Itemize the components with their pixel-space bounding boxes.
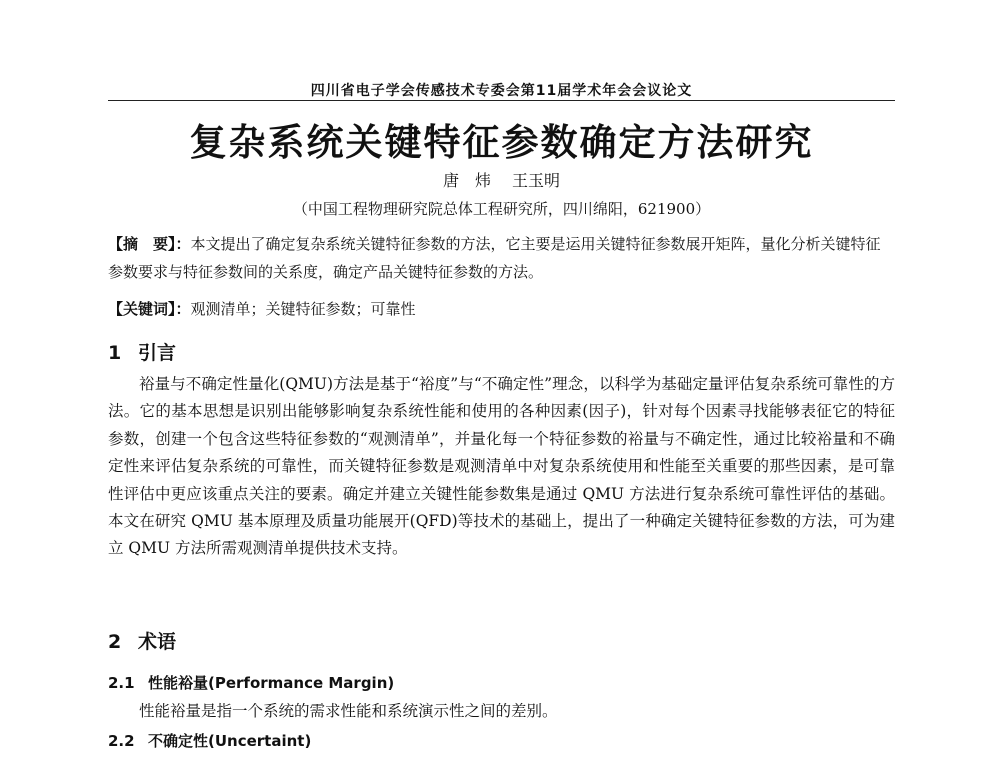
keywords-label: 【关键词】：	[108, 300, 191, 318]
subsection-number: 2.2	[108, 732, 135, 750]
subsection-heading-2-1	[108, 672, 394, 693]
section-heading-1	[108, 338, 176, 365]
affiliation: （中国工程物理研究院总体工程研究所，四川绵阳，621900）	[292, 200, 711, 218]
introduction-paragraph: 裕量与不确定性量化(QMU)方法是基于“裕度”与“不确定性”理念，以科学为基础定量评估复杂系统可靠性的方法。它的基本思想是识别出能够影响复杂系统性能和使用的各种因素(因子)，针对每个因素寻找能够表征它的特征参数，创建一个包含这些特征参数的“观测清单”，并量化每一个特征参数的裕量与不确定性，通过比较裕量和不确定性来评估复杂系统的可靠性，而关键特征参数是观测清单中对复杂系统使用和性能至关重要的那些因素，是可靠性评估中更应该重点关注的要素。确定并建立关键性能参数集是通过 QMU 方法进行复杂系统可靠性评估的基础。本文在研究 QMU 基本原理及质量功能展开(QFD)等技术的基础上，提出了一种确定关键特征参数的方法，可为建立 QMU 方法所需观测清单提供技术支持。	[108, 375, 895, 558]
subsection-title: 不确定性(Uncertaint)	[148, 732, 312, 750]
conference-header: 四川省电子学会传感技术专委会第11届学术年会会议论文	[310, 83, 693, 99]
keywords-text: 观测清单；关键特征参数；可靠性	[190, 300, 416, 318]
definition-2-1: 性能裕量是指一个系统的需求性能和系统演示性之间的差别。	[139, 702, 558, 720]
subsection-heading-2-2	[108, 730, 311, 751]
section-title: 引言	[138, 342, 177, 364]
authors	[108, 168, 895, 191]
header-rule	[108, 100, 895, 101]
keywords	[108, 296, 895, 322]
abstract	[108, 230, 895, 286]
abstract-label: 【摘 要】：	[108, 235, 191, 253]
subsection-title: 性能裕量(Performance Margin)	[148, 674, 395, 692]
section-title: 术语	[138, 631, 177, 653]
paper-title: 复杂系统关键特征参数确定方法研究	[189, 121, 814, 164]
abstract-text: 本文提出了确定复杂系统关键特征参数的方法，它主要是运用关键特征参数展开矩阵，量化分析关键特征参数要求与特征参数间的关系度，确定产品关键特征参数的方法。	[108, 235, 881, 281]
section-number: 2	[108, 631, 122, 653]
author-2: 王玉明	[512, 171, 561, 190]
section-heading-2	[108, 627, 176, 654]
section-number: 1	[108, 342, 122, 364]
subsection-number: 2.1	[108, 674, 135, 692]
author-1: 唐 炜	[442, 171, 491, 190]
